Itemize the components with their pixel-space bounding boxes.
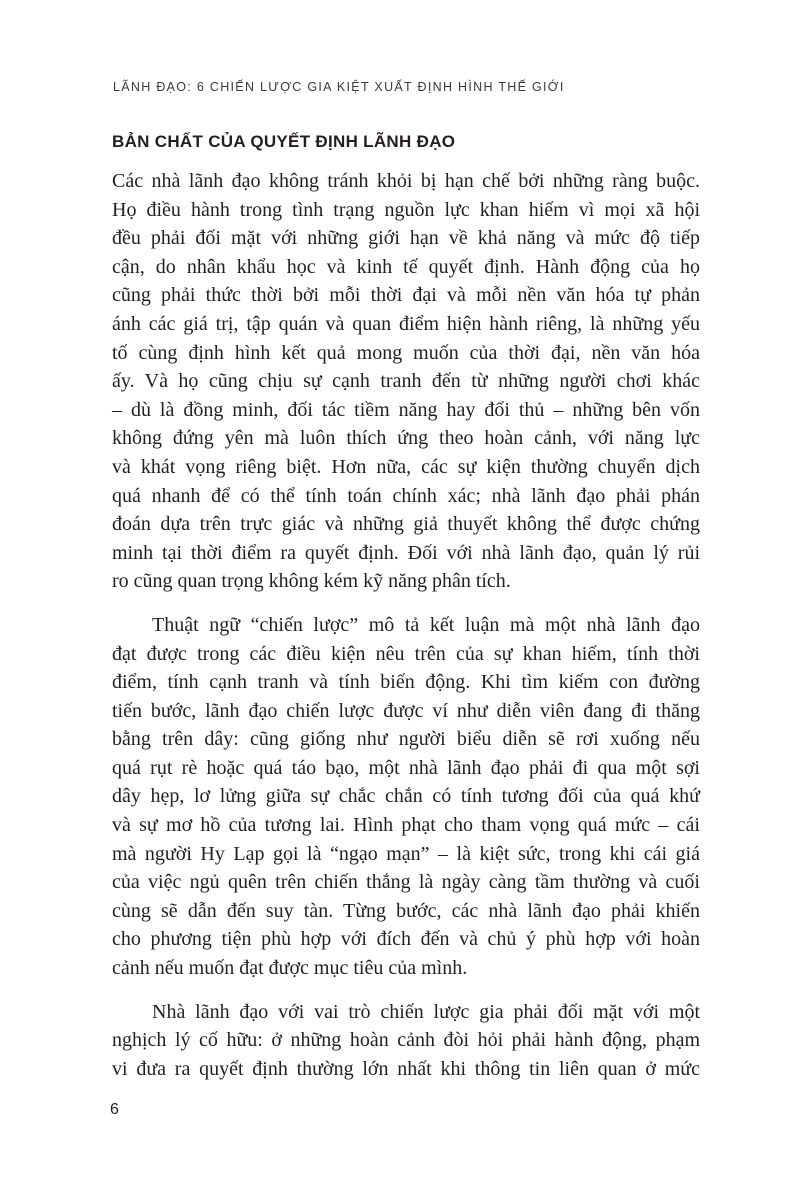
- text-line: điểm, tính cạnh tranh và tính biến động. Khi tìm kiếm con đường: [112, 671, 700, 694]
- text-line: Các nhà lãnh đạo không tránh khỏi bị hạn chế bởi những ràng buộc.: [112, 170, 700, 192]
- text-line: minh tại thời điểm ra quyết định. Đối với nhà lãnh đạo, quản lý rủi: [112, 541, 700, 564]
- text-line: đạt được trong các điều kiện nêu trên của sự khan hiếm, tính thời: [112, 642, 700, 665]
- text-line: không đứng yên mà luôn thích ứng theo hoàn cảnh, với năng lực: [112, 427, 700, 450]
- body-text: [112, 167, 700, 1083]
- text-line: cận, do nhân khẩu học và kinh tế quyết định. Hành động của họ: [112, 255, 700, 278]
- text-line: quá rụt rè hoặc quá táo bạo, một nhà lãnh đạo phải đi qua một sợi: [112, 756, 700, 779]
- text-line: ấy. Và họ cũng chịu sự cạnh tranh đến từ những người chơi khác: [112, 370, 700, 393]
- text-line: – dù là đồng minh, đối tác tiềm năng hay đối thủ – những bên vốn: [112, 398, 700, 421]
- text-line: mà người Hy Lạp gọi là “ngạo mạn” – là kiệt sức, trong khi cái giá: [112, 842, 700, 865]
- text-line: dây hẹp, lơ lửng giữa sự chắc chắn có tính tương đối của quá khứ: [112, 785, 700, 808]
- text-line: đoán dựa trên trực giác và những giả thuyết không thể được chứng: [112, 513, 700, 536]
- text-line: của việc ngủ quên trên chiến thắng là ngày càng tầm thường và cuối: [112, 871, 700, 894]
- text-line: cho phương tiện phù hợp với đích đến và chủ ý phù hợp với hoàn: [112, 928, 700, 951]
- text-line: vi đưa ra quyết định thường lớn nhất khi thông tin liên quan ở mức: [112, 1057, 700, 1080]
- text-line: Họ điều hành trong tình trạng nguồn lực khan hiếm vì mọi xã hội: [112, 198, 700, 221]
- text-line: và khát vọng riêng biệt. Hơn nữa, các sự kiện thường chuyển dịch: [112, 455, 700, 478]
- text-line: ro cũng quan trọng không kém kỹ năng phân tích.: [112, 570, 511, 593]
- text-line: tố cùng định hình kết quả mong muốn của thời đại, nền văn hóa: [112, 341, 700, 364]
- text-line: bằng trên dây: cũng giống như người biểu diễn sẽ rơi xuống nếu: [112, 728, 700, 751]
- paragraph-3: [112, 998, 700, 1084]
- text-line: cũng phải thức thời bởi mỗi thời đại và mỗi nền văn hóa tự phản: [112, 284, 700, 307]
- paragraph-2: [112, 611, 700, 983]
- text-line: Thuật ngữ “chiến lược” mô tả kết luận mà một nhà lãnh đạo: [152, 613, 700, 636]
- section-heading: BẢN CHẤT CỦA QUYẾT ĐỊNH LÃNH ĐẠO: [112, 132, 456, 151]
- running-header: LÃNH ĐẠO: 6 CHIẾN LƯỢC GIA KIỆT XUẤT ĐỊNH HÌNH THẾ GIỚI: [113, 80, 565, 94]
- page-number: 6: [110, 1101, 119, 1118]
- text-line: cùng sẽ dẫn đến suy tàn. Từng bước, các nhà lãnh đạo phải khiến: [112, 899, 700, 922]
- text-line: ánh các giá trị, tập quán và quan điểm hiện hành riêng, là những yếu: [112, 312, 700, 335]
- text-line: cảnh nếu muốn đạt được mục tiêu của mình.: [112, 957, 468, 980]
- text-line: đều phải đối mặt với những giới hạn về khả năng và mức độ tiếp: [112, 227, 700, 250]
- text-line: và sự mơ hồ của tương lai. Hình phạt cho tham vọng quá mức – cái: [112, 814, 700, 837]
- text-line: nghịch lý cố hữu: ở những hoàn cảnh đòi hỏi phải hành động, phạm: [112, 1029, 700, 1052]
- text-line: Nhà lãnh đạo với vai trò chiến lược gia phải đối mặt với một: [152, 1000, 700, 1023]
- text-line: tiến bước, lãnh đạo chiến lược được ví như diễn viên đang đi thăng: [112, 699, 700, 722]
- text-line: quá nhanh để có thể tính toán chính xác; nhà lãnh đạo phải phán: [112, 484, 700, 507]
- paragraph-gap: [112, 983, 700, 998]
- paragraph-gap: [112, 596, 700, 611]
- paragraph-1: [112, 167, 700, 596]
